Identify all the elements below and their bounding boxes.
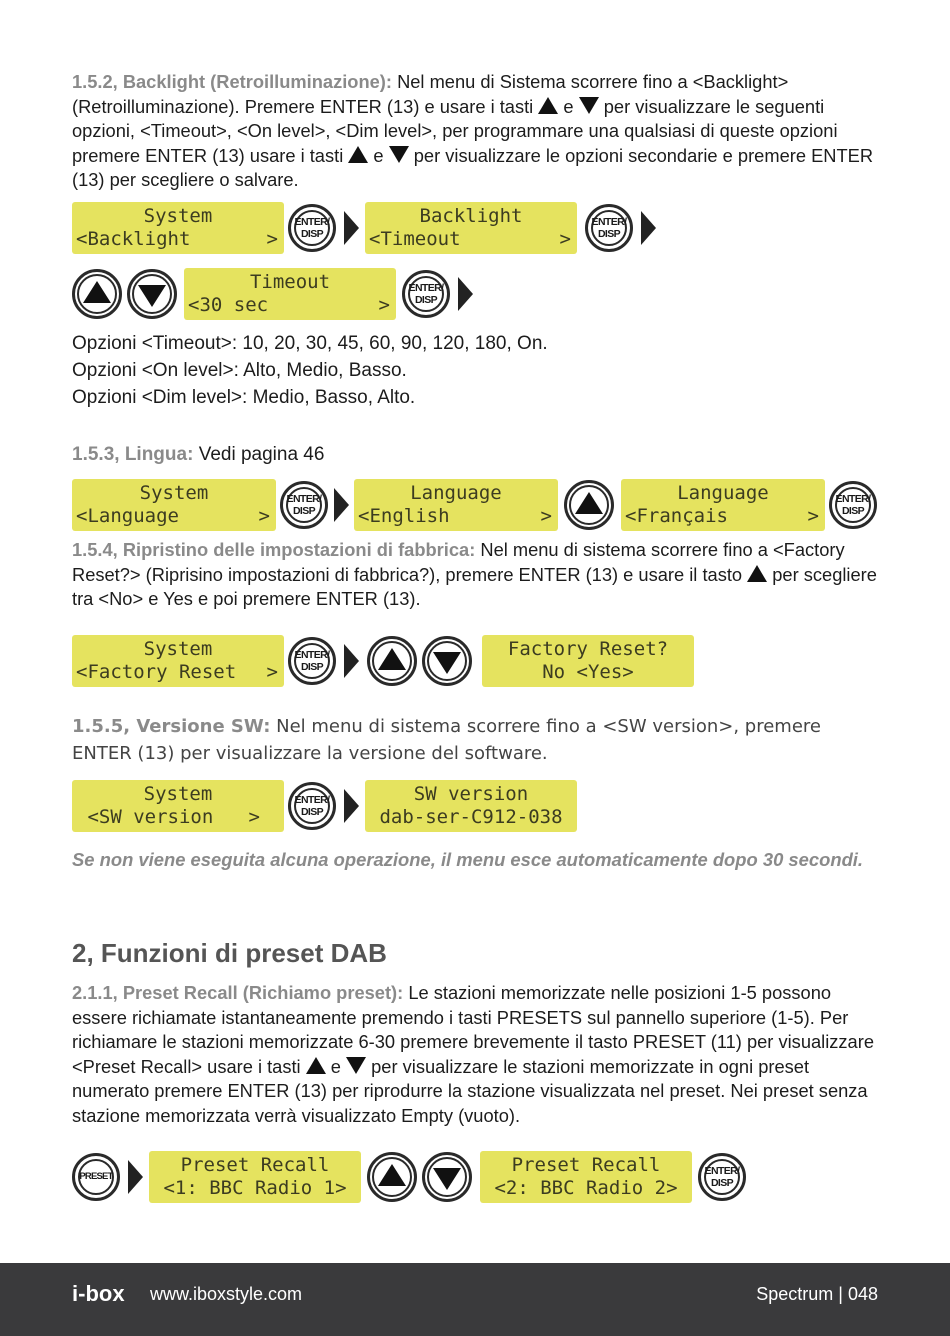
- up-arrow-icon: [538, 97, 558, 114]
- lcd-display: Preset Recall <2: BBC Radio 2>: [480, 1151, 692, 1203]
- enter-disp-button-icon: ENTER/ DISP: [402, 270, 450, 318]
- lcd-display: Preset Recall <1: BBC Radio 1>: [149, 1151, 361, 1203]
- heading-preset-recall: 2.1.1, Preset Recall (Richiamo preset):: [72, 982, 404, 1003]
- lcd-display: Language <English >: [354, 479, 558, 531]
- lcd-display: Timeout <30 sec >: [184, 268, 396, 320]
- up-arrow-icon: [306, 1057, 326, 1074]
- paragraph-preset-recall: 2.1.1, Preset Recall (Richiamo preset): Le stazioni memorizzate nelle posizioni 1-5 possono essere richiamate istantaneamente premendo i tasti PRESETS sul pannello superiore (1-5). Per richiamare le stazioni memorizzate 6-30 premere brevemente il tasto PRESET (11) per visualizzare <Preset Recall> usare i tasti e per visualizzare le stazioni memorizzate in ogni preset numerato premere ENTER (13) per riprodurre la stazione visualizzata nel preset. Nei preset senza stazione memorizzata verrà visualizzato Empty (vuoto).: [72, 982, 874, 1126]
- preset-flow-row: [72, 1151, 746, 1203]
- enter-disp-button-icon: ENTER/ DISP: [829, 481, 877, 529]
- enter-disp-button-icon: ENTER/ DISP: [585, 204, 633, 252]
- website-url: www.iboxstyle.com: [150, 1284, 303, 1304]
- up-button-icon: [72, 269, 122, 319]
- dim-level-options: Opzioni <Dim level>: Medio, Basso, Alto.: [72, 387, 416, 408]
- arrow-right-icon: [344, 789, 359, 823]
- heading-language: 1.5.3, Lingua:: [72, 444, 194, 465]
- down-button-icon: [127, 269, 177, 319]
- backlight-flow-row-2: [72, 268, 473, 320]
- lcd-display: System <Backlight >: [72, 202, 284, 254]
- up-button-icon: [564, 480, 614, 530]
- down-button-icon: [422, 636, 472, 686]
- paragraph-backlight: 1.5.2, Backlight (Retroilluminazione): Nel menu di Sistema scorrere fino a <Backlight> (Retroilluminazione). Premere ENTER (13) e usare i tasti e per visualizzare le seguenti opzioni, <Timeout>, <On level>, <Dim level>, per programmare una qualsiasi di queste opzioni premere ENTER (13) usare i tasti e per visualizzare le opzioni secondarie e premere ENTER (13) per scegliere o salvare.: [72, 71, 874, 191]
- up-arrow-icon: [747, 565, 767, 582]
- lcd-display: System <Factory Reset >: [72, 635, 284, 687]
- backlight-flow-row-1: [72, 202, 656, 254]
- on-level-options: Opzioni <On level>: Alto, Medio, Basso.: [72, 360, 407, 381]
- heading-sw-version: 1.5.5, Versione SW:: [72, 716, 271, 737]
- lcd-display: System <Language >: [72, 479, 276, 531]
- language-flow-row: [72, 479, 877, 531]
- lcd-display: SW version dab-ser-C912-038: [365, 780, 577, 832]
- lcd-display: Factory Reset? No <Yes>: [482, 635, 694, 687]
- lcd-display: Language <Français >: [621, 479, 825, 531]
- enter-disp-button-icon: ENTER/ DISP: [288, 637, 336, 685]
- page-footer: [0, 1263, 950, 1336]
- down-arrow-icon: [389, 146, 409, 163]
- heading-factory-reset: 1.5.4, Ripristino delle impostazioni di fabbrica:: [72, 539, 476, 560]
- arrow-right-icon: [458, 277, 473, 311]
- arrow-right-icon: [334, 488, 349, 522]
- down-arrow-icon: [346, 1057, 366, 1074]
- down-arrow-icon: [579, 97, 599, 114]
- paragraph-language: 1.5.3, Lingua: Vedi pagina 46: [72, 444, 325, 465]
- lcd-display: System <SW version >: [72, 780, 284, 832]
- arrow-right-icon: [128, 1160, 143, 1194]
- paragraph-factory-reset: 1.5.4, Ripristino delle impostazioni di fabbrica: Nel menu di sistema scorrere fino a <Factory Reset?> (Riprisino impostazioni di fabbrica?), premere ENTER (13) e usare il tasto per scegliere tra <No> e Yes e poi premere ENTER (13).: [72, 539, 877, 610]
- timeout-options: Opzioni <Timeout>: 10, 20, 30, 45, 60, 90, 120, 180, On.: [72, 333, 548, 354]
- arrow-right-icon: [344, 211, 359, 245]
- arrow-right-icon: [641, 211, 656, 245]
- paragraph-sw-version: 1.5.5, Versione SW: Nel menu di sistema scorrere fino a <SW version>, premere ENTER (13) per visualizzare la versione del software.: [72, 716, 821, 764]
- up-arrow-icon: [348, 146, 368, 163]
- brand-logo: i-box: [72, 1281, 125, 1306]
- up-button-icon: [367, 1152, 417, 1202]
- preset-button-icon: PRESET: [72, 1153, 120, 1201]
- factory-reset-flow-row: [72, 635, 694, 687]
- lcd-display: Backlight <Timeout >: [365, 202, 577, 254]
- section-title: 2, Funzioni di preset DAB: [72, 938, 387, 968]
- sw-version-flow-row: [72, 780, 577, 832]
- page-number: Spectrum | 048: [756, 1284, 878, 1304]
- arrow-right-icon: [344, 644, 359, 678]
- down-button-icon: [422, 1152, 472, 1202]
- up-button-icon: [367, 636, 417, 686]
- enter-disp-button-icon: ENTER/ DISP: [698, 1153, 746, 1201]
- timeout-note: Se non viene eseguita alcuna operazione, il menu esce automaticamente dopo 30 secondi.: [72, 849, 864, 870]
- enter-disp-button-icon: ENTER/ DISP: [288, 782, 336, 830]
- enter-disp-button-icon: ENTER/ DISP: [288, 204, 336, 252]
- heading-backlight: 1.5.2, Backlight (Retroilluminazione):: [72, 71, 392, 92]
- enter-disp-button-icon: ENTER/ DISP: [280, 481, 328, 529]
